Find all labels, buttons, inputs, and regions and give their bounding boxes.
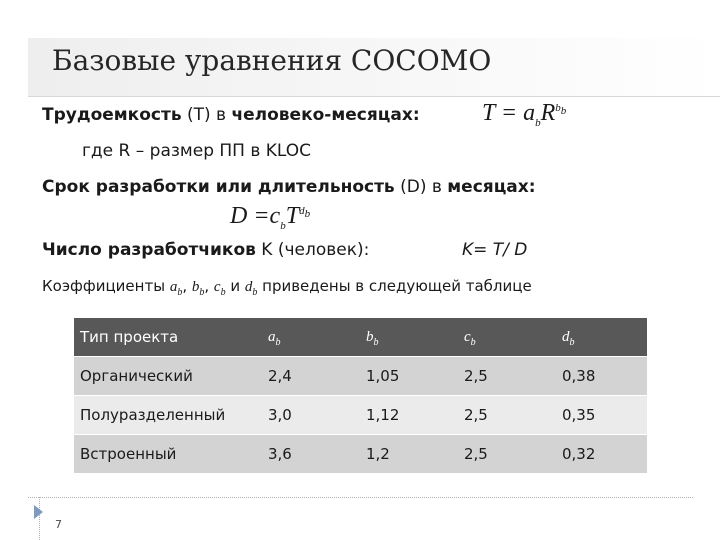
duration-formula: $D =c_bT^{d_b}$ [230,203,311,232]
title-divider [28,96,720,97]
cell-c: 2,5 [458,357,556,396]
cell-type: Встроенный [74,435,262,474]
header-d: $d_b$ [556,318,647,357]
cell-d: 0,35 [556,396,647,435]
staff-formula: K= T/ D [462,240,528,260]
coefficients-table [74,318,647,474]
header-c: $c_b$ [458,318,556,357]
table-row [74,396,647,435]
duration-unit-prefix: (D) в [394,177,448,197]
duration-line [42,177,536,197]
table-header-row [74,318,647,357]
staff-label: Число разработчиков [42,240,256,260]
staff-line [42,240,369,260]
cell-a: 3,0 [262,396,360,435]
cell-a: 3,6 [262,435,360,474]
effort-unit-prefix: (Т) в [181,105,232,125]
staff-unit: K (человек): [255,240,370,260]
cell-d: 0,32 [556,435,647,474]
slide-title: Базовые уравнения COCOMO [52,44,492,77]
effort-unit: человеко-месяцах: [231,105,420,125]
header-b: $b_b$ [360,318,458,357]
cell-c: 2,5 [458,435,556,474]
cell-b: 1,05 [360,357,458,396]
effort-line [42,105,420,125]
cell-c: 2,5 [458,396,556,435]
header-a: $a_b$ [262,318,360,357]
cell-d: 0,38 [556,357,647,396]
effort-label: Трудоемкость [42,105,182,125]
triangle-bullet-icon [34,505,43,519]
effort-formula: $T = a_bR^{b_b}$ [482,100,567,129]
table-row [74,357,647,396]
duration-label: Срок разработки или длительность [42,177,395,197]
cell-type: Полуразделенный [74,396,262,435]
duration-unit: месяцах: [447,177,536,197]
page-number: 7 [55,518,62,531]
coefficients-note: Коэффициенты $a_b$, $b_b$, $c_b$ и $d_b$ приведены в следующей таблице [42,277,532,298]
cell-a: 2,4 [262,357,360,396]
header-type: Тип проекта [74,318,262,357]
where-line: где R – размер ПП в KLOC [82,141,312,161]
cell-type: Органический [74,357,262,396]
cell-b: 1,2 [360,435,458,474]
cell-b: 1,12 [360,396,458,435]
table-row [74,435,647,474]
footer-divider [28,497,693,498]
